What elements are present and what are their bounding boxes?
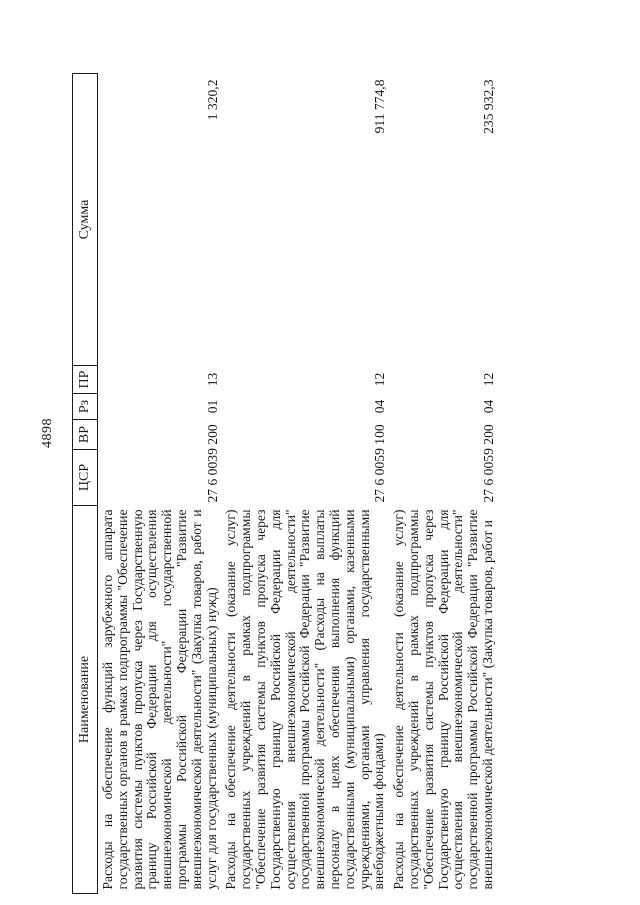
table-row xyxy=(221,74,389,894)
header-csr: ЦСР xyxy=(73,450,98,506)
budget-table xyxy=(72,73,498,894)
table-row xyxy=(389,74,498,894)
row-pr: 13 xyxy=(204,372,220,387)
header-vr: ВР xyxy=(73,420,98,450)
row-vr: 200 xyxy=(204,424,220,445)
header-name: Наименование xyxy=(73,506,98,894)
table-row xyxy=(98,74,222,894)
row-vr: 100 xyxy=(372,424,388,445)
row-rz: 01 xyxy=(204,399,220,414)
row-rz: 04 xyxy=(372,399,388,414)
row-sum: 911 774,8 xyxy=(372,79,388,134)
row-name: Расходы на обеспечение функций зарубежного аппарата государственных органов в рамках подпрограммы "Обеспечение развития системы пунктов пропуска через Государственную границу Российской Федерации для осуществления внешнеэкономической деятельности" государственной программы Российской Федерации "Развитие внешнеэкономической деятельности" (Закупка товаров, работ и услуг для государственных (муниципальных) нужд) xyxy=(100,509,219,890)
row-csr: 27 6 0039 xyxy=(204,448,220,503)
row-pr: 12 xyxy=(480,372,496,387)
header-sum: Сумма xyxy=(73,74,98,366)
row-sum: 235 932,3 xyxy=(480,79,496,134)
row-csr: 27 6 0059 xyxy=(372,448,388,503)
row-sum: 1 320,2 xyxy=(204,79,220,121)
header-pr: ПР xyxy=(73,366,98,394)
row-pr: 12 xyxy=(372,372,388,387)
table-header-row xyxy=(73,74,98,894)
row-name: Расходы на обеспечение деятельности (оказание услуг) государственных учреждений в рамках подпрограммы "Обеспечение развития системы пунктов пропуска через Государственную границу Российской Федерации для осуществления внешнеэкономической деятельности" государственной программы Российской Федерации "Развитие внешнеэкономической деятельности" (Закупка товаров, работ и xyxy=(391,509,495,890)
row-name: Расходы на обеспечение деятельности (оказание услуг) государственных учреждений в рамках подпрограммы "Обеспечение развития системы пунктов пропуска через Государственную границу Российской Федерации для осуществления внешнеэкономической деятельности" государственной программы Российской Федерации "Развитие внешнеэкономической деятельности" (Расходы на выплаты персоналу в целях обеспечения выполнения функций государственными (муниципальными) органами, казенными учреждениями, органами управления государственными внебюджетными фондами) xyxy=(223,509,387,890)
row-csr: 27 6 0059 xyxy=(480,448,496,503)
page-number: 4898 xyxy=(40,418,55,448)
row-rz: 04 xyxy=(480,399,496,414)
budget-table-container xyxy=(72,74,618,894)
row-vr: 200 xyxy=(480,424,496,445)
header-rz: Рз xyxy=(73,394,98,420)
